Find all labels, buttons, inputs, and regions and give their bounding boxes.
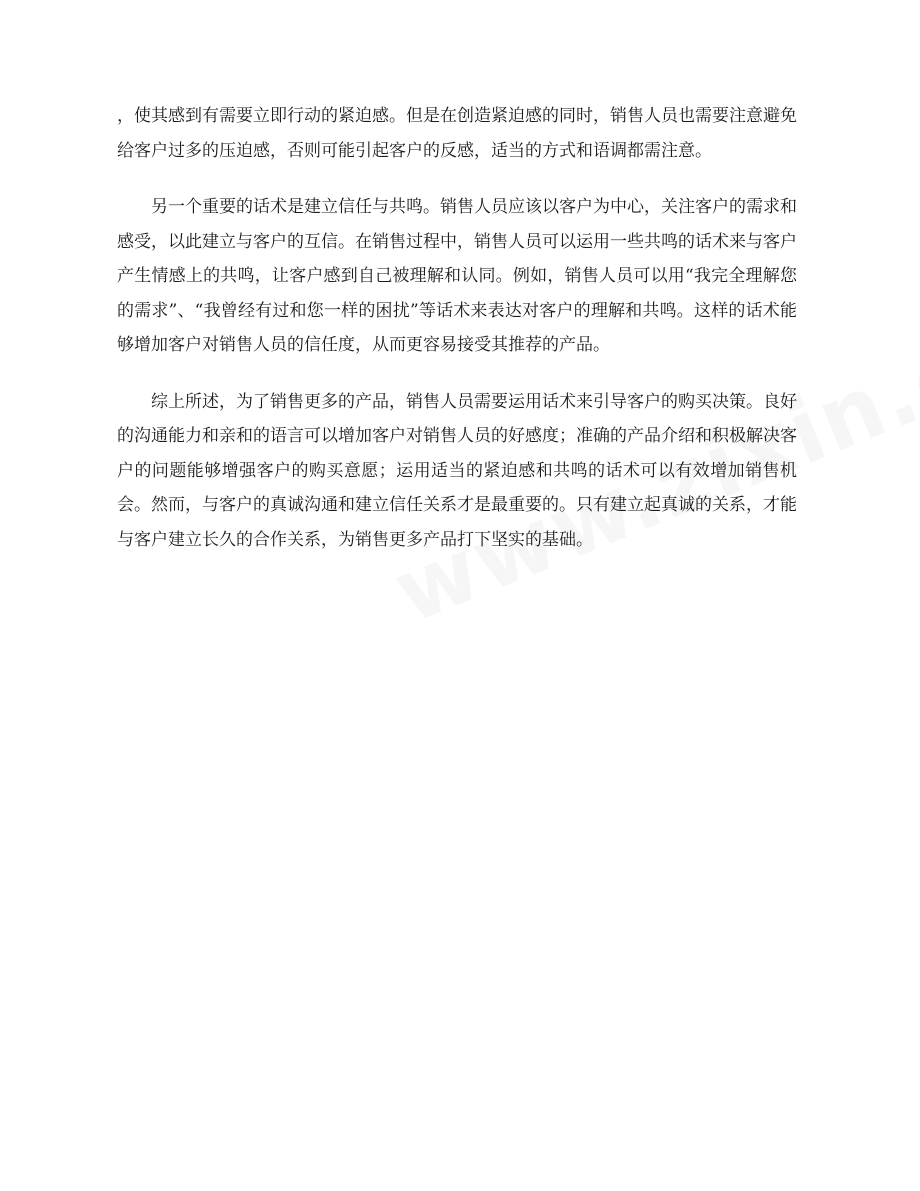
paragraph-summary: 综上所述，为了销售更多的产品，销售人员需要运用话术来引导客户的购买决策。良好的沟通能力和亲和的语言可以增加客户对销售人员的好感度；准确的产品介绍和积极解决客户的问题能够增强客户的购买意愿；运用适当的紧迫感和共鸣的话术可以有效增加销售机会。然而，与客户的真诚沟通和建立信任关系才是最重要的。只有建立起真诚的关系，才能与客户建立长久的合作关系，为销售更多产品打下坚实的基础。 — [117, 391, 797, 550]
document-body — [117, 99, 797, 579]
paragraph-continuation: ，使其感到有需要立即行动的紧迫感。但是在创造紧迫感的同时，销售人员也需要注意避免给客户过多的压迫感，否则可能引起客户的反感，适当的方式和语调都需注意。 — [117, 106, 797, 161]
paragraph-trust-resonance: 另一个重要的话术是建立信任与共鸣。销售人员应该以客户为中心，关注客户的需求和感受，以此建立与客户的互信。在销售过程中，销售人员可以运用一些共鸣的话术来与客户产生情感上的共鸣，让客户感到自己被理解和认同。例如，销售人员可以用“我完全理解您的需求”、“我曾经有过和您一样的困扰”等话术来表达对客户的理解和共鸣。这样的话术能够增加客户对销售人员的信任度，从而更容易接受其推荐的产品。 — [117, 197, 797, 355]
